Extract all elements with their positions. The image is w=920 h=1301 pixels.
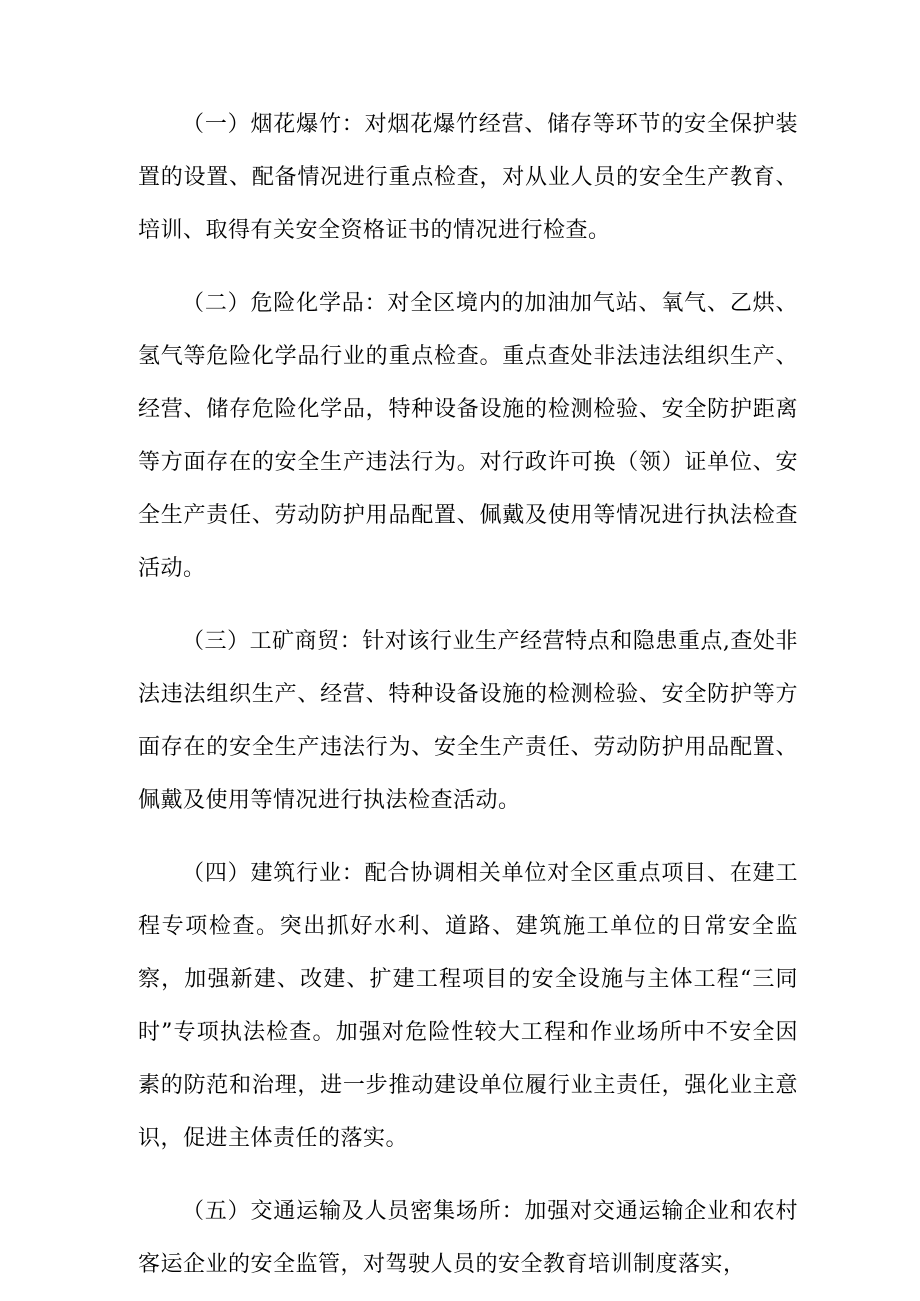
paragraph-hazardous-chemicals: （二）危险化学品：对全区境内的加油加气站、氧气、乙烘、氢气等危险化学品行业的重点检查。重点查处非法违法组织生产、经营、储存危险化学品，特种设备设施的检测检验、安全防护距离等方面存在的安全生产违法行为。对行政许可换（领）证单位、安全生产责任、劳动防护用品配置、佩戴及使用等情况进行执法检查活动。 <box>138 291 798 581</box>
paragraph-construction: （四）建筑行业：配合协调相关单位对全区重点项目、在建工程专项检查。突出抓好水利、道路、建筑施工单位的日常安全监察，加强新建、改建、扩建工程项目的安全设施与主体工程“三同时”专项执法检查。加强对危险性较大工程和作业场所中不安全因素的防范和治理，进一步推动建设单位履行业主责任，强化业主意识，促进主体责任的落实。 <box>138 861 798 1151</box>
paragraph-industry-mining-trade: （三）工矿商贸：针对该行业生产经营特点和隐患重点,查处非法违法组织生产、经营、特种设备设施的检测检验、安全防护等方面存在的安全生产违法行为、安全生产责任、劳动防护用品配置、佩戴及使用等情况进行执法检查活动。 <box>138 629 798 813</box>
document-body <box>138 98 798 1291</box>
paragraph-transport-crowded-places: （五）交通运输及人员密集场所：加强对交通运输企业和农村客运企业的安全监管，对驾驶人员的安全教育培训制度落实， <box>138 1199 798 1277</box>
paragraph-fireworks: （一）烟花爆竹：对烟花爆竹经营、储存等环节的安全保护装置的设置、配备情况进行重点检查，对从业人员的安全生产教育、培训、取得有关安全资格证书的情况进行检查。 <box>138 112 798 243</box>
